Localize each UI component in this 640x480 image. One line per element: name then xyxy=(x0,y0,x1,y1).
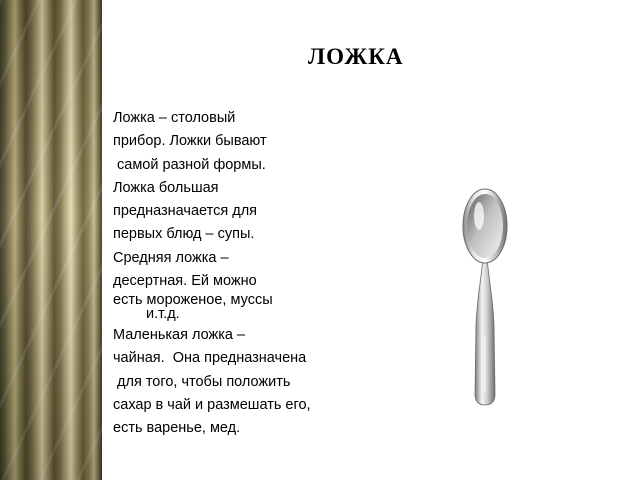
text-line: Средняя ложка – xyxy=(113,249,229,266)
text-line: самой разной формы. xyxy=(113,156,266,173)
text-line: есть варенье, мед. xyxy=(113,420,241,437)
text-line: прибор. Ложки бывают xyxy=(113,133,267,150)
text-line: десертная. Ей можно xyxy=(113,273,257,290)
text-line: чайная. Она предназначена xyxy=(113,350,307,367)
text-line: предназначается для xyxy=(113,203,258,220)
decorative-gold-border xyxy=(0,0,102,480)
slide-title: ЛОЖКА xyxy=(308,44,404,69)
text-line: и.т.д. xyxy=(146,305,180,322)
text-line: Ложка – столовый xyxy=(113,110,236,126)
text-line: Маленькая ложка – xyxy=(113,326,246,343)
text-line: первых блюд – супы. xyxy=(113,226,255,243)
spoon-icon xyxy=(452,186,518,408)
text-line: сахар в чай и размешать его, xyxy=(113,396,311,413)
text-line: Ложка большая xyxy=(113,179,219,196)
body-text xyxy=(113,109,373,442)
text-line: есть мороженое, муссы xyxy=(113,292,273,309)
text-line: для того, чтобы положить xyxy=(113,373,291,390)
